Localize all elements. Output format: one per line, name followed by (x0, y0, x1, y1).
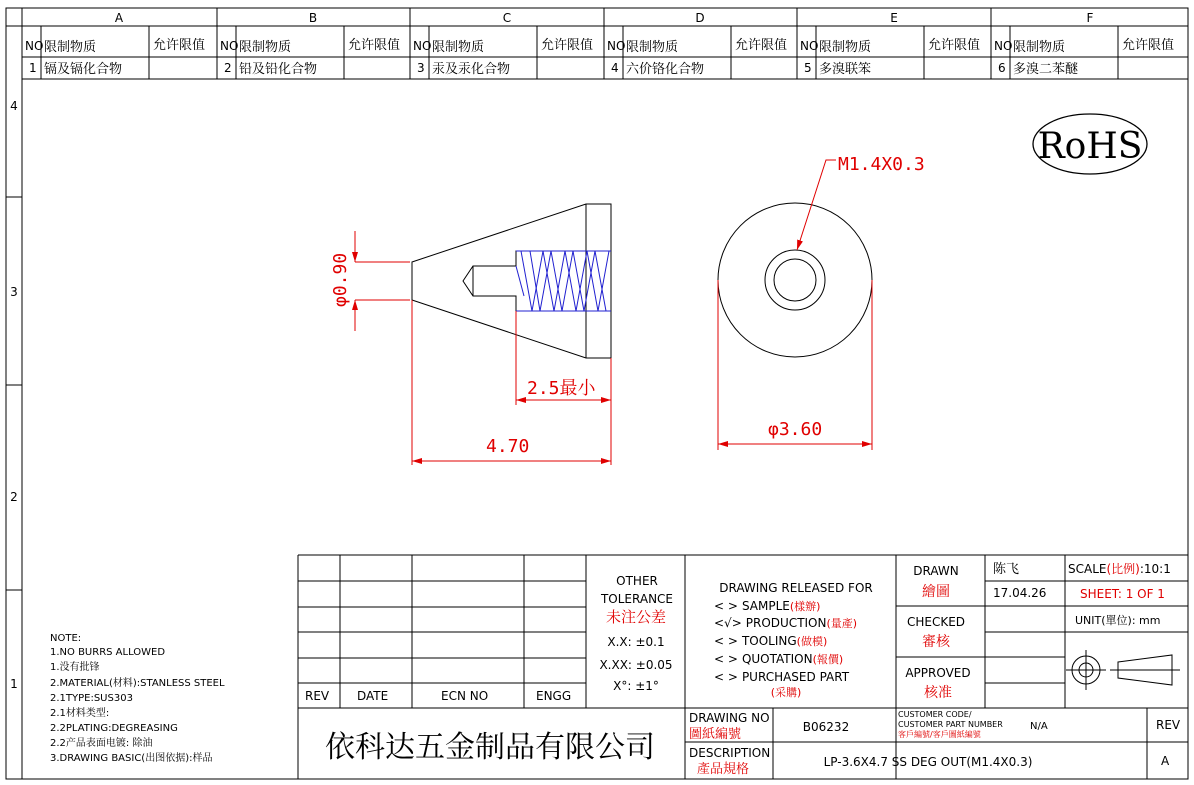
ecn-col-header: ECN NO (441, 689, 489, 703)
thread-hatch (516, 251, 611, 311)
projection-symbol (1066, 650, 1180, 690)
drawn-date: 17.04.26 (993, 586, 1047, 600)
engg-col-header: ENGG (536, 689, 572, 703)
company-name: 依科达五金制品有限公司 (325, 730, 655, 765)
row-label-2: 2 (10, 490, 18, 504)
front-view (718, 203, 872, 357)
drawing-no-label-cn: 圖紙編號 (689, 727, 742, 742)
header-no: NO (800, 39, 819, 53)
date-col-header: DATE (357, 689, 389, 703)
column-label-b: B (308, 11, 318, 25)
header-no: NO (220, 39, 239, 53)
tolerance-xx: X.X: ±0.1 (607, 635, 665, 649)
sheet-frame (6, 8, 1188, 779)
substance-no: 4 (611, 61, 619, 75)
substance-no: 5 (804, 61, 812, 75)
substance-name: 汞及汞化合物 (432, 62, 511, 77)
header-substance: 限制物质 (239, 40, 292, 55)
checked-label: CHECKED (906, 615, 966, 629)
substance-name: 镉及镉化合物 (44, 62, 123, 77)
header-substance: 限制物质 (626, 40, 679, 55)
note-line: 2.1材料类型: (50, 708, 110, 719)
release-item: <√> PRODUCTION(量產) (714, 616, 858, 630)
customer-part-label: CUSTOMER PART NUMBER (898, 720, 1003, 729)
unit-label: UNIT(單位): mm (1075, 614, 1161, 627)
row-label-4: 4 (10, 99, 18, 113)
column-label-e: E (890, 11, 898, 25)
note-line: NOTE: (50, 633, 82, 644)
note-line: 2.MATERIAL(材料):STANLESS STEEL (50, 678, 225, 689)
notes (50, 633, 225, 764)
tolerance-angle: X°: ±1° (613, 679, 659, 693)
note-line: 1.NO BURRS ALLOWED (50, 647, 166, 658)
tolerance-title-cn: 未注公差 (605, 608, 667, 626)
column-label-c: C (502, 11, 512, 25)
column-label-d: D (695, 11, 705, 25)
description-label: DESCRIPTION (689, 746, 771, 760)
substance-no: 6 (998, 61, 1006, 75)
note-line: 1.没有批锋 (50, 662, 100, 673)
rev-col-header: REV (305, 689, 330, 703)
rohs-label: RoHS (1037, 126, 1143, 167)
customer-code-label: CUSTOMER CODE/ (898, 710, 972, 719)
row-label-3: 3 (10, 285, 18, 299)
drawing-no-value: B06232 (802, 720, 850, 734)
drawn-name: 陈飞 (993, 562, 1020, 577)
drawing-no-label: DRAWING NO (689, 711, 770, 725)
drawn-label-cn: 繪圖 (922, 584, 950, 600)
substance-no: 2 (224, 61, 232, 75)
substance-name: 铅及铅化合物 (239, 62, 318, 77)
substance-name: 六价铬化合物 (626, 62, 705, 77)
side-view (412, 204, 611, 358)
header-no: NO (994, 39, 1013, 53)
header-substance: 限制物质 (1013, 40, 1066, 55)
column-label-a: A (114, 11, 124, 25)
header-limit: 允许限值 (928, 38, 981, 53)
tolerance-title-2: TOLERANCE (600, 592, 674, 606)
tolerance-title: OTHER (616, 574, 658, 588)
dim-thread-label: M1.4X0.3 (838, 154, 925, 175)
column-label-f: F (1086, 11, 1094, 25)
description-label-cn: 產品規格 (697, 762, 750, 777)
release-title: DRAWING RELEASED FOR (719, 581, 873, 595)
note-line: 2.2PLATING:DEGREASING (50, 723, 178, 734)
row-label-1: 1 (10, 677, 18, 691)
release-item: < > TOOLING(做模) (714, 634, 828, 648)
substance-name: 多溴二苯醚 (1013, 62, 1079, 77)
note-line: 2.1TYPE:SUS303 (50, 693, 133, 704)
release-item-cn: (采購) (770, 686, 802, 699)
tolerance-xxx: X.XX: ±0.05 (599, 658, 673, 672)
release-item: < > SAMPLE(樣辦) (714, 599, 821, 613)
release-item: < > QUOTATION(報價) (714, 652, 844, 666)
header-no: NO (413, 39, 432, 53)
substance-no: 3 (417, 61, 425, 75)
header-limit: 允许限值 (1122, 38, 1175, 53)
header-no: NO (25, 39, 44, 53)
restricted-substance-table (22, 26, 1188, 79)
description-value: LP-3.6X4.7 SS DEG OUT(M1.4X0.3) (823, 755, 1033, 769)
substance-name: 多溴联笨 (819, 62, 872, 77)
scale-label: SCALE(比例):10:1 (1068, 562, 1171, 576)
rev-label: REV (1156, 718, 1181, 732)
rev-value: A (1161, 754, 1170, 768)
header-substance: 限制物质 (44, 40, 97, 55)
note-line: 3.DRAWING BASIC(出图依据):样品 (50, 753, 213, 764)
customer-code-label-cn: 客戶編號/客戶圖紙編號 (898, 730, 981, 739)
dim-small-dia-label: φ0.90 (330, 252, 351, 307)
approved-label-cn: 核准 (924, 685, 952, 701)
header-limit: 允许限值 (541, 38, 594, 53)
note-line: 2.2产品表面电镀: 除油 (50, 738, 153, 749)
approved-label: APPROVED (905, 666, 971, 680)
dim-outer-dia-label: φ3.60 (768, 419, 823, 440)
dim-length-label: 4.70 (486, 436, 530, 457)
drawn-label: DRAWN (913, 564, 959, 578)
header-limit: 允许限值 (153, 38, 206, 53)
header-substance: 限制物质 (432, 40, 485, 55)
substance-no: 1 (29, 61, 37, 75)
header-substance: 限制物质 (819, 40, 872, 55)
sheet-label: SHEET: 1 OF 1 (1080, 587, 1165, 601)
release-item: < > PURCHASED PART (714, 670, 850, 684)
header-limit: 允许限值 (735, 38, 788, 53)
header-no: NO (607, 39, 626, 53)
checked-label-cn: 審核 (922, 634, 950, 650)
header-limit: 允许限值 (348, 38, 401, 53)
dim-min-depth-label: 2.5最小 (527, 378, 596, 399)
customer-code-value: N/A (1030, 721, 1048, 732)
